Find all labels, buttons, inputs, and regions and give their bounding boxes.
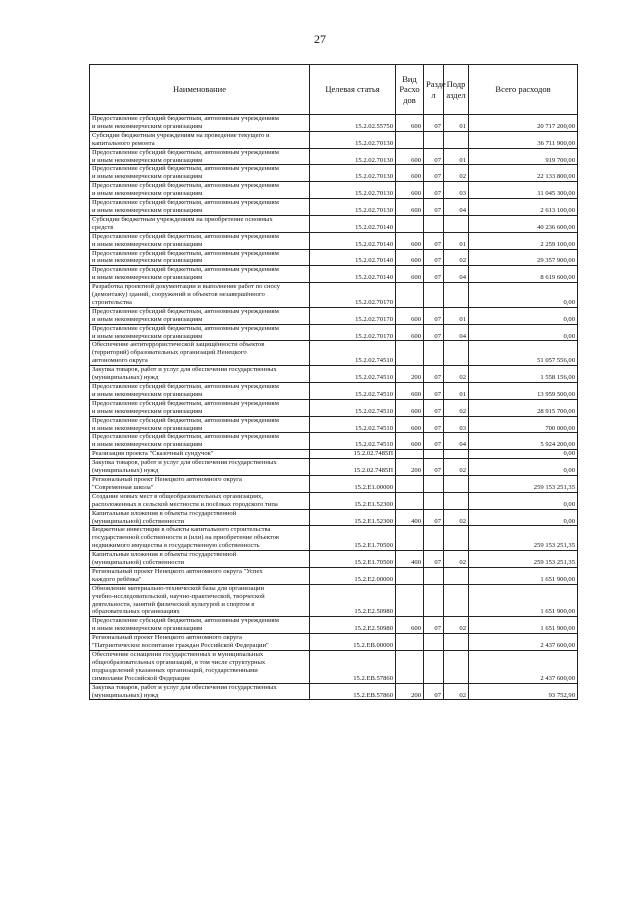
cell-name: Предоставление субсидий бюджетным, автономным учреждениям и иным некоммерческим организациям [90,232,310,249]
cell-podrazdel: 01 [444,307,469,324]
cell-total: 20 717 200,00 [469,115,578,132]
cell-podrazdel: 04 [444,199,469,216]
cell-razdel: 07 [424,182,444,199]
cell-total: 0,00 [469,324,578,341]
cell-razdel: 07 [424,551,444,568]
cell-article: 15.2.02.74510 [310,399,396,416]
cell-name: Предоставление субсидий бюджетным, автономным учреждениям и иным некоммерческим организациям [90,115,310,132]
cell-total: 0,00 [469,450,578,459]
cell-article: 15.2.02.70170 [310,324,396,341]
cell-podrazdel [444,492,469,509]
cell-vid [396,567,424,584]
cell-name: Предоставление субсидий бюджетным, автономным учреждениям и иным некоммерческим организациям [90,399,310,416]
cell-article: 15.2.02.74510 [310,433,396,450]
cell-podrazdel [444,475,469,492]
cell-podrazdel: 04 [444,266,469,283]
table-row [90,634,578,651]
table-row [90,475,578,492]
cell-podrazdel: 02 [444,249,469,266]
cell-name: Предоставление субсидий бюджетным, автономным учреждениям и иным некоммерческим организациям [90,324,310,341]
cell-razdel [424,492,444,509]
cell-vid [396,526,424,551]
table-row [90,199,578,216]
cell-razdel: 07 [424,459,444,476]
cell-podrazdel [444,584,469,617]
table-row [90,366,578,383]
header-total: Всего расходов [469,65,578,115]
cell-name: Бюджетные инвестиции в объекты капитального строительства государственной собственности и (или) на приобретение объектов недвижимого имущества в государственную собственность [90,526,310,551]
cell-podrazdel: 02 [444,683,469,700]
cell-article: 15.2.E2.50980 [310,617,396,634]
cell-podrazdel [444,567,469,584]
cell-razdel: 07 [424,399,444,416]
cell-vid [396,475,424,492]
cell-total: 0,00 [469,307,578,324]
table-row [90,567,578,584]
cell-podrazdel: 03 [444,416,469,433]
cell-name: Капитальные вложения в объекты государственной (муниципальной) собственности [90,551,310,568]
cell-podrazdel [444,450,469,459]
cell-article: 15.2.EB.57860 [310,651,396,684]
cell-razdel: 07 [424,617,444,634]
cell-article: 15.2.02.70130 [310,131,396,148]
cell-razdel: 07 [424,115,444,132]
header-podrazdel: Подр аздел [444,65,469,115]
cell-name: Предоставление субсидий бюджетным, автономным учреждениям и иным некоммерческим организациям [90,383,310,400]
cell-article: 15.2.02.74510 [310,341,396,366]
table-row [90,182,578,199]
cell-razdel: 07 [424,433,444,450]
cell-name: Капитальные вложения в объекты государственной (муниципальной) собственности [90,509,310,526]
cell-total: 1 651 900,00 [469,584,578,617]
cell-total: 259 153 251,35 [469,475,578,492]
cell-razdel [424,215,444,232]
header-name: Наименование [90,65,310,115]
cell-article: 15.2.E1.52300 [310,492,396,509]
cell-razdel: 07 [424,266,444,283]
cell-total: 1 651 900,00 [469,617,578,634]
cell-article: 15.2.EB.57860 [310,683,396,700]
cell-name: Предоставление субсидий бюджетным, автономным учреждениям и иным некоммерческим организациям [90,433,310,450]
cell-total: 11 045 300,00 [469,182,578,199]
cell-article: 15.2.02.70140 [310,249,396,266]
table-row [90,492,578,509]
cell-name: Реализация проекта "Сказочный сундучок" [90,450,310,459]
cell-podrazdel: 02 [444,399,469,416]
cell-total: 1 651 900,00 [469,567,578,584]
cell-vid: 600 [396,307,424,324]
cell-name: Субсидии бюджетным учреждениям на приобретение основных средств [90,215,310,232]
cell-article: 15.2.02.7485П [310,450,396,459]
cell-name: Закупка товаров, работ и услуг для обеспечения государственных (муниципальных) нужд [90,459,310,476]
cell-article: 15.2.02.55750 [310,115,396,132]
cell-total: 28 915 700,00 [469,399,578,416]
cell-total: 22 133 800,00 [469,165,578,182]
cell-razdel [424,567,444,584]
cell-vid [396,584,424,617]
page-number: 27 [314,32,326,46]
table-row [90,416,578,433]
cell-total: 40 236 600,00 [469,215,578,232]
cell-total: 259 153 251,35 [469,526,578,551]
cell-vid [396,215,424,232]
table-row [90,215,578,232]
cell-name: Предоставление субсидий бюджетным, автономным учреждениям и иным некоммерческим организациям [90,249,310,266]
cell-vid: 400 [396,509,424,526]
cell-razdel [424,341,444,366]
cell-razdel: 07 [424,165,444,182]
cell-name: Закупка товаров, работ и услуг для обеспечения государственных (муниципальных) нужд [90,366,310,383]
cell-razdel [424,526,444,551]
cell-vid: 600 [396,383,424,400]
table-row [90,232,578,249]
cell-vid: 600 [396,416,424,433]
cell-article: 15.2.E1.70500 [310,526,396,551]
cell-razdel: 07 [424,307,444,324]
cell-article: 15.2.02.70170 [310,307,396,324]
cell-podrazdel [444,131,469,148]
cell-vid: 600 [396,324,424,341]
cell-name: Предоставление субсидий бюджетным, автономным учреждениям и иным некоммерческим организациям [90,617,310,634]
cell-article: 15.2.02.70130 [310,165,396,182]
cell-name: Предоставление субсидий бюджетным, автономным учреждениям и иным некоммерческим организациям [90,199,310,216]
table-row [90,584,578,617]
cell-article: 15.2.02.70130 [310,199,396,216]
table-row [90,148,578,165]
cell-vid [396,341,424,366]
cell-total: 36 711 900,00 [469,131,578,148]
cell-vid: 200 [396,366,424,383]
cell-name: Разработка проектной документации и выполнение работ по сносу (демонтажу) зданий, сооружений и объектов незавершённого строительства [90,283,310,308]
cell-article: 15.2.02.74510 [310,366,396,383]
table-row [90,683,578,700]
cell-article: 15.2.02.70140 [310,232,396,249]
cell-podrazdel: 02 [444,459,469,476]
cell-vid: 200 [396,683,424,700]
table-row [90,459,578,476]
cell-article: 15.2.02.70170 [310,283,396,308]
header-vid: Вид Расхо дов [396,65,424,115]
cell-vid: 600 [396,617,424,634]
table-row [90,526,578,551]
cell-podrazdel: 04 [444,433,469,450]
cell-podrazdel [444,215,469,232]
cell-total: 2 437 600,00 [469,634,578,651]
cell-total: 8 619 600,00 [469,266,578,283]
cell-total: 0,00 [469,509,578,526]
cell-name: Обновление материально-технической базы для организации учебно-исследовательской, научно-практической, творческой деятельности, занятий физической культурой и спортом в образовательных организациях [90,584,310,617]
cell-razdel: 07 [424,509,444,526]
table-row [90,131,578,148]
cell-razdel: 07 [424,249,444,266]
table-row [90,307,578,324]
cell-razdel: 07 [424,366,444,383]
cell-razdel [424,475,444,492]
table-row [90,283,578,308]
cell-razdel [424,651,444,684]
cell-razdel [424,450,444,459]
cell-total: 700 000,00 [469,416,578,433]
cell-vid: 600 [396,199,424,216]
cell-razdel: 07 [424,199,444,216]
cell-vid: 200 [396,459,424,476]
table-row [90,509,578,526]
table-row [90,383,578,400]
cell-total: 2 613 100,00 [469,199,578,216]
cell-vid [396,634,424,651]
cell-vid: 600 [396,249,424,266]
cell-total: 13 959 500,00 [469,383,578,400]
cell-razdel: 07 [424,383,444,400]
table-header-row [90,65,578,115]
table-body [90,115,578,700]
cell-razdel [424,634,444,651]
cell-article: 15.2.E1.00000 [310,475,396,492]
cell-name: Субсидии бюджетным учреждениям на проведение текущего и капитального ремонта [90,131,310,148]
cell-total: 919 700,00 [469,148,578,165]
cell-article: 15.2.02.70140 [310,215,396,232]
cell-name: Предоставление субсидий бюджетным, автономным учреждениям и иным некоммерческим организациям [90,165,310,182]
cell-vid: 600 [396,115,424,132]
cell-vid [396,651,424,684]
cell-name: Региональный проект Ненецкого автономного округа "Современная школа" [90,475,310,492]
cell-article: 15.2.EB.00000 [310,634,396,651]
cell-vid: 600 [396,232,424,249]
cell-podrazdel: 02 [444,551,469,568]
table-row [90,165,578,182]
cell-podrazdel [444,651,469,684]
cell-name: Обеспечение оснащения государственных и муниципальных общеобразовательных организаций, в том числе структурных подразделений указанных организаций, государственными символами Российской Федерации [90,651,310,684]
cell-name: Закупка товаров, работ и услуг для обеспечения государственных (муниципальных) нужд [90,683,310,700]
cell-vid: 400 [396,551,424,568]
table-row [90,433,578,450]
cell-podrazdel: 02 [444,509,469,526]
cell-total: 2 259 100,00 [469,232,578,249]
cell-podrazdel: 01 [444,383,469,400]
table-row [90,651,578,684]
table-row [90,324,578,341]
cell-total: 51 057 556,00 [469,341,578,366]
budget-table [89,64,578,700]
cell-article: 15.2.02.70130 [310,182,396,199]
table-row [90,551,578,568]
cell-total: 1 558 156,00 [469,366,578,383]
cell-total: 29 357 900,00 [469,249,578,266]
cell-name: Региональный проект Ненецкого автономного округа "Успех каждого ребёнка" [90,567,310,584]
cell-razdel: 07 [424,416,444,433]
cell-vid: 600 [396,433,424,450]
cell-razdel: 07 [424,232,444,249]
cell-name: Предоставление субсидий бюджетным, автономным учреждениям и иным некоммерческим организациям [90,307,310,324]
cell-podrazdel: 01 [444,232,469,249]
cell-total: 5 924 200,00 [469,433,578,450]
cell-razdel: 07 [424,683,444,700]
cell-podrazdel [444,341,469,366]
cell-article: 15.2.02.70140 [310,266,396,283]
header-article: Целевая статья [310,65,396,115]
cell-podrazdel: 03 [444,182,469,199]
cell-name: Предоставление субсидий бюджетным, автономным учреждениям и иным некоммерческим организациям [90,182,310,199]
cell-total: 0,00 [469,283,578,308]
cell-total: 93 752,90 [469,683,578,700]
cell-name: Предоставление субсидий бюджетным, автономным учреждениям и иным некоммерческим организациям [90,148,310,165]
cell-razdel [424,584,444,617]
cell-article: 15.2.02.7485П [310,459,396,476]
table-row [90,617,578,634]
cell-podrazdel [444,526,469,551]
cell-total: 0,00 [469,492,578,509]
cell-article: 15.2.02.70130 [310,148,396,165]
cell-article: 15.2.E1.70500 [310,551,396,568]
cell-article: 15.2.02.74510 [310,383,396,400]
cell-vid [396,450,424,459]
cell-name: Обеспечение антитеррористической защищённости объектов (территорий) образовательных организаций Ненецкого автономного округа [90,341,310,366]
table-row [90,249,578,266]
cell-podrazdel: 01 [444,148,469,165]
cell-article: 15.2.02.74510 [310,416,396,433]
cell-vid [396,492,424,509]
cell-razdel [424,283,444,308]
header-razdel: Разде л [424,65,444,115]
cell-name: Предоставление субсидий бюджетным, автономным учреждениям и иным некоммерческим организациям [90,266,310,283]
cell-podrazdel: 02 [444,165,469,182]
table-row [90,115,578,132]
cell-total: 0,00 [469,459,578,476]
cell-total: 2 437 600,00 [469,651,578,684]
cell-article: 15.2.E1.52300 [310,509,396,526]
cell-podrazdel: 04 [444,324,469,341]
cell-razdel: 07 [424,148,444,165]
cell-article: 15.2.E2.50980 [310,584,396,617]
table-row [90,399,578,416]
cell-total: 259 153 251,35 [469,551,578,568]
cell-vid: 600 [396,148,424,165]
table-row [90,341,578,366]
cell-razdel [424,131,444,148]
table-row [90,266,578,283]
cell-vid: 600 [396,399,424,416]
cell-podrazdel: 01 [444,115,469,132]
cell-podrazdel [444,283,469,308]
cell-name: Региональный проект Ненецкого автономного округа "Патриотическое воспитание граждан Российской Федерации" [90,634,310,651]
cell-vid: 600 [396,266,424,283]
cell-vid [396,131,424,148]
table-row [90,450,578,459]
cell-razdel: 07 [424,324,444,341]
cell-podrazdel: 02 [444,366,469,383]
cell-name: Предоставление субсидий бюджетным, автономным учреждениям и иным некоммерческим организациям [90,416,310,433]
cell-podrazdel: 02 [444,617,469,634]
cell-article: 15.2.E2.00000 [310,567,396,584]
cell-vid [396,283,424,308]
cell-vid: 600 [396,165,424,182]
cell-name: Создание новых мест в общеобразовательных организациях, расположенных в сельской местности и посёлках городского типа [90,492,310,509]
cell-vid: 600 [396,182,424,199]
cell-podrazdel [444,634,469,651]
